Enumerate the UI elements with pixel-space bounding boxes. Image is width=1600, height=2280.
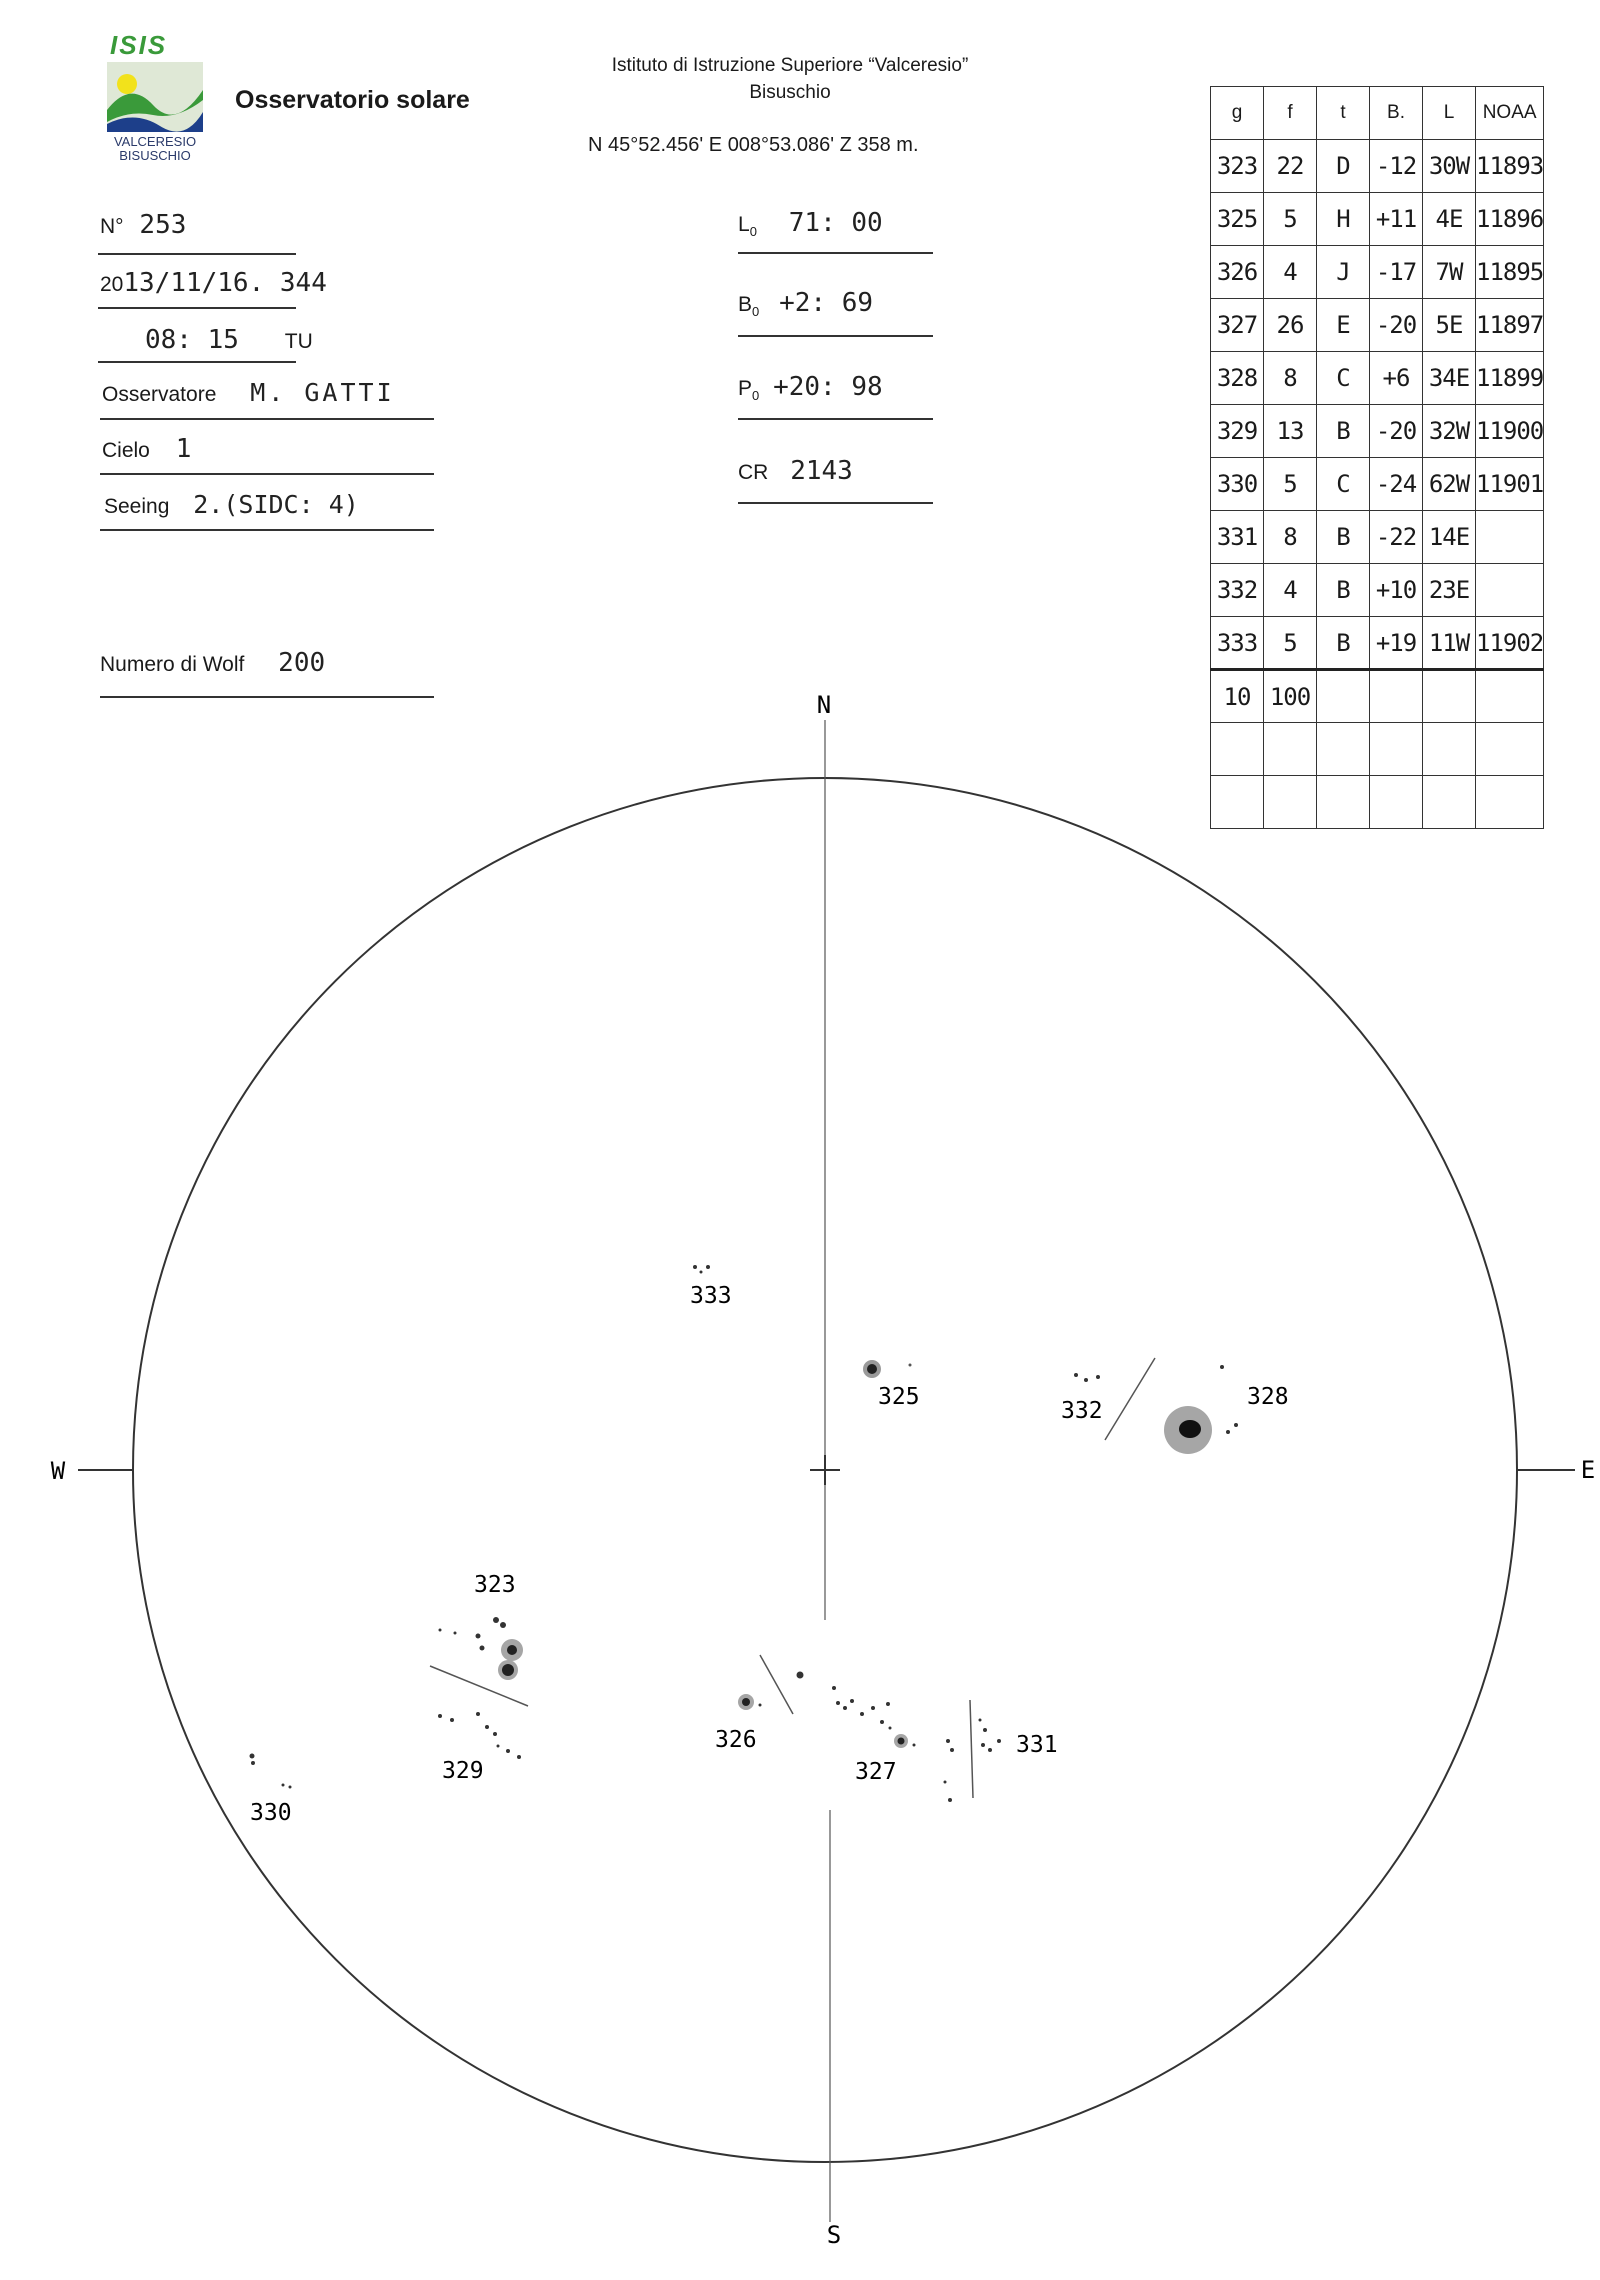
group-label-326: 326: [715, 1727, 757, 1753]
table-cell: 8: [1264, 511, 1317, 564]
p0-value: +20: 98: [773, 372, 883, 402]
group-label-331: 331: [1016, 1732, 1058, 1758]
observer-label: Osservatore: [102, 383, 217, 406]
l0-subscript: 0: [749, 224, 757, 240]
institute-town: Bisuschio: [749, 82, 831, 103]
time-value: 08: 15: [145, 325, 239, 355]
table-cell: 23E: [1423, 564, 1476, 617]
table-cell: 62W: [1423, 458, 1476, 511]
sunspots-group-323: [439, 1617, 524, 1680]
table-cell: -20: [1370, 299, 1423, 352]
table-cell: -20: [1370, 405, 1423, 458]
table-cell: 11893: [1476, 140, 1544, 193]
south-label: S: [826, 2221, 842, 2249]
table-cell: 333: [1211, 617, 1264, 670]
p0-subscript: 0: [752, 388, 760, 404]
table-cell: 11W: [1423, 617, 1476, 670]
group-label-330: 330: [250, 1800, 292, 1826]
table-cell: H: [1317, 193, 1370, 246]
date-value: 13/11/16. 344: [123, 268, 327, 298]
logo-line-valceresio: VALCERESIO: [113, 134, 197, 149]
group-label-327: 327: [855, 1759, 897, 1785]
wolf-number-label: Numero di Wolf: [100, 653, 245, 676]
table-cell: D: [1317, 140, 1370, 193]
table-cell: 11897: [1476, 299, 1544, 352]
table-cell: -24: [1370, 458, 1423, 511]
header-l: L: [1423, 87, 1476, 140]
table-cell: 4: [1264, 246, 1317, 299]
group-label-328: 328: [1247, 1384, 1289, 1410]
cr-label: CR: [738, 461, 769, 484]
group-label-332: 332: [1061, 1398, 1103, 1424]
table-cell: +19: [1370, 617, 1423, 670]
sky-label: Cielo: [102, 439, 150, 462]
group-label-323: 323: [474, 1572, 516, 1598]
header-f: f: [1264, 87, 1317, 140]
observatory-title: Osservatorio solare: [235, 86, 470, 114]
wolf-number-value: 200: [278, 648, 326, 678]
cr-value: 2143: [790, 456, 853, 486]
table-cell: 323: [1211, 140, 1264, 193]
l0-label: L: [738, 213, 750, 236]
table-cell: 328: [1211, 352, 1264, 405]
seeing-value: 2.(SIDC: 4): [193, 490, 359, 519]
time-unit: TU: [284, 330, 313, 353]
table-cell: 14E: [1423, 511, 1476, 564]
header-noaa: NOAA: [1476, 87, 1544, 140]
p0-label: P: [738, 377, 753, 400]
total-spots-cell: 100: [1264, 670, 1317, 723]
table-cell: C: [1317, 352, 1370, 405]
table-cell: 11896: [1476, 193, 1544, 246]
seeing-label: Seeing: [104, 495, 170, 518]
north-label: N: [816, 691, 832, 719]
table-cell: -22: [1370, 511, 1423, 564]
sunspots-group-330: [250, 1754, 292, 1789]
table-cell: 4E: [1423, 193, 1476, 246]
header-t: t: [1317, 87, 1370, 140]
b0-label: B: [738, 293, 753, 316]
table-cell: 22: [1264, 140, 1317, 193]
total-groups-cell: 10: [1211, 670, 1264, 723]
group-separator-332-328: [1105, 1358, 1155, 1440]
table-cell: +6: [1370, 352, 1423, 405]
observer-value: M. GATTI: [250, 378, 395, 407]
table-cell: 329: [1211, 405, 1264, 458]
table-cell: 330: [1211, 458, 1264, 511]
table-cell: B: [1317, 564, 1370, 617]
table-cell: B: [1317, 617, 1370, 670]
table-cell: 11895: [1476, 246, 1544, 299]
sunspots-group-328: [1164, 1365, 1238, 1454]
table-cell: C: [1317, 458, 1370, 511]
table-cell: 331: [1211, 511, 1264, 564]
b0-subscript: 0: [752, 304, 760, 320]
sunspots-group-326: [738, 1672, 804, 1711]
header-g: g: [1211, 87, 1264, 140]
table-cell: 327: [1211, 299, 1264, 352]
table-cell: 5E: [1423, 299, 1476, 352]
header-b: B.: [1370, 87, 1423, 140]
date-prefix: 20: [100, 273, 124, 296]
table-cell: 332: [1211, 564, 1264, 617]
table-cell: J: [1317, 246, 1370, 299]
table-cell: 13: [1264, 405, 1317, 458]
logo-brand-text: ISIS: [110, 30, 168, 60]
institute-name: Istituto di Istruzione Superiore “Valceresio”: [611, 55, 969, 76]
table-cell: 32W: [1423, 405, 1476, 458]
table-cell: 5: [1264, 193, 1317, 246]
table-cell: 26: [1264, 299, 1317, 352]
table-cell: -12: [1370, 140, 1423, 193]
group-separator-327-331: [970, 1700, 973, 1798]
sunspots-group-325: [863, 1360, 912, 1378]
sky-value: 1: [175, 434, 192, 464]
table-cell: -17: [1370, 246, 1423, 299]
table-cell: B: [1317, 405, 1370, 458]
table-cell: +11: [1370, 193, 1423, 246]
observatory-coordinates: N 45°52.456' E 008°53.086' Z 358 m.: [588, 134, 919, 156]
east-label: E: [1580, 1456, 1596, 1484]
table-cell: 4: [1264, 564, 1317, 617]
table-cell: 5: [1264, 617, 1317, 670]
table-cell: B: [1317, 511, 1370, 564]
table-cell: 7W: [1423, 246, 1476, 299]
table-cell: +10: [1370, 564, 1423, 617]
group-label-329: 329: [442, 1758, 484, 1784]
logo-line-bisuschio: BISUSCHIO: [119, 148, 191, 163]
group-label-333: 333: [690, 1283, 732, 1309]
table-cell: 8: [1264, 352, 1317, 405]
table-cell: 11900: [1476, 405, 1544, 458]
table-cell: 11901: [1476, 458, 1544, 511]
observation-number-value: 253: [139, 210, 187, 240]
observation-number-label: N°: [100, 215, 124, 238]
sunspots-group-333: [693, 1265, 710, 1274]
table-cell: E: [1317, 299, 1370, 352]
sunspots-group-327: [832, 1686, 916, 1748]
sunspots-group-329: [438, 1712, 521, 1759]
table-cell: 11899: [1476, 352, 1544, 405]
table-cell: 5: [1264, 458, 1317, 511]
group-label-325: 325: [878, 1384, 920, 1410]
table-cell: 30W: [1423, 140, 1476, 193]
table-cell: 11902: [1476, 617, 1544, 670]
b0-value: +2: 69: [779, 288, 874, 318]
table-cell: 325: [1211, 193, 1264, 246]
table-cell: 326: [1211, 246, 1264, 299]
group-separator-326-327: [760, 1655, 793, 1714]
l0-value: 71: 00: [788, 208, 883, 238]
west-label: W: [50, 1457, 66, 1485]
sunspots-group-332: [1074, 1373, 1100, 1382]
table-cell: 34E: [1423, 352, 1476, 405]
